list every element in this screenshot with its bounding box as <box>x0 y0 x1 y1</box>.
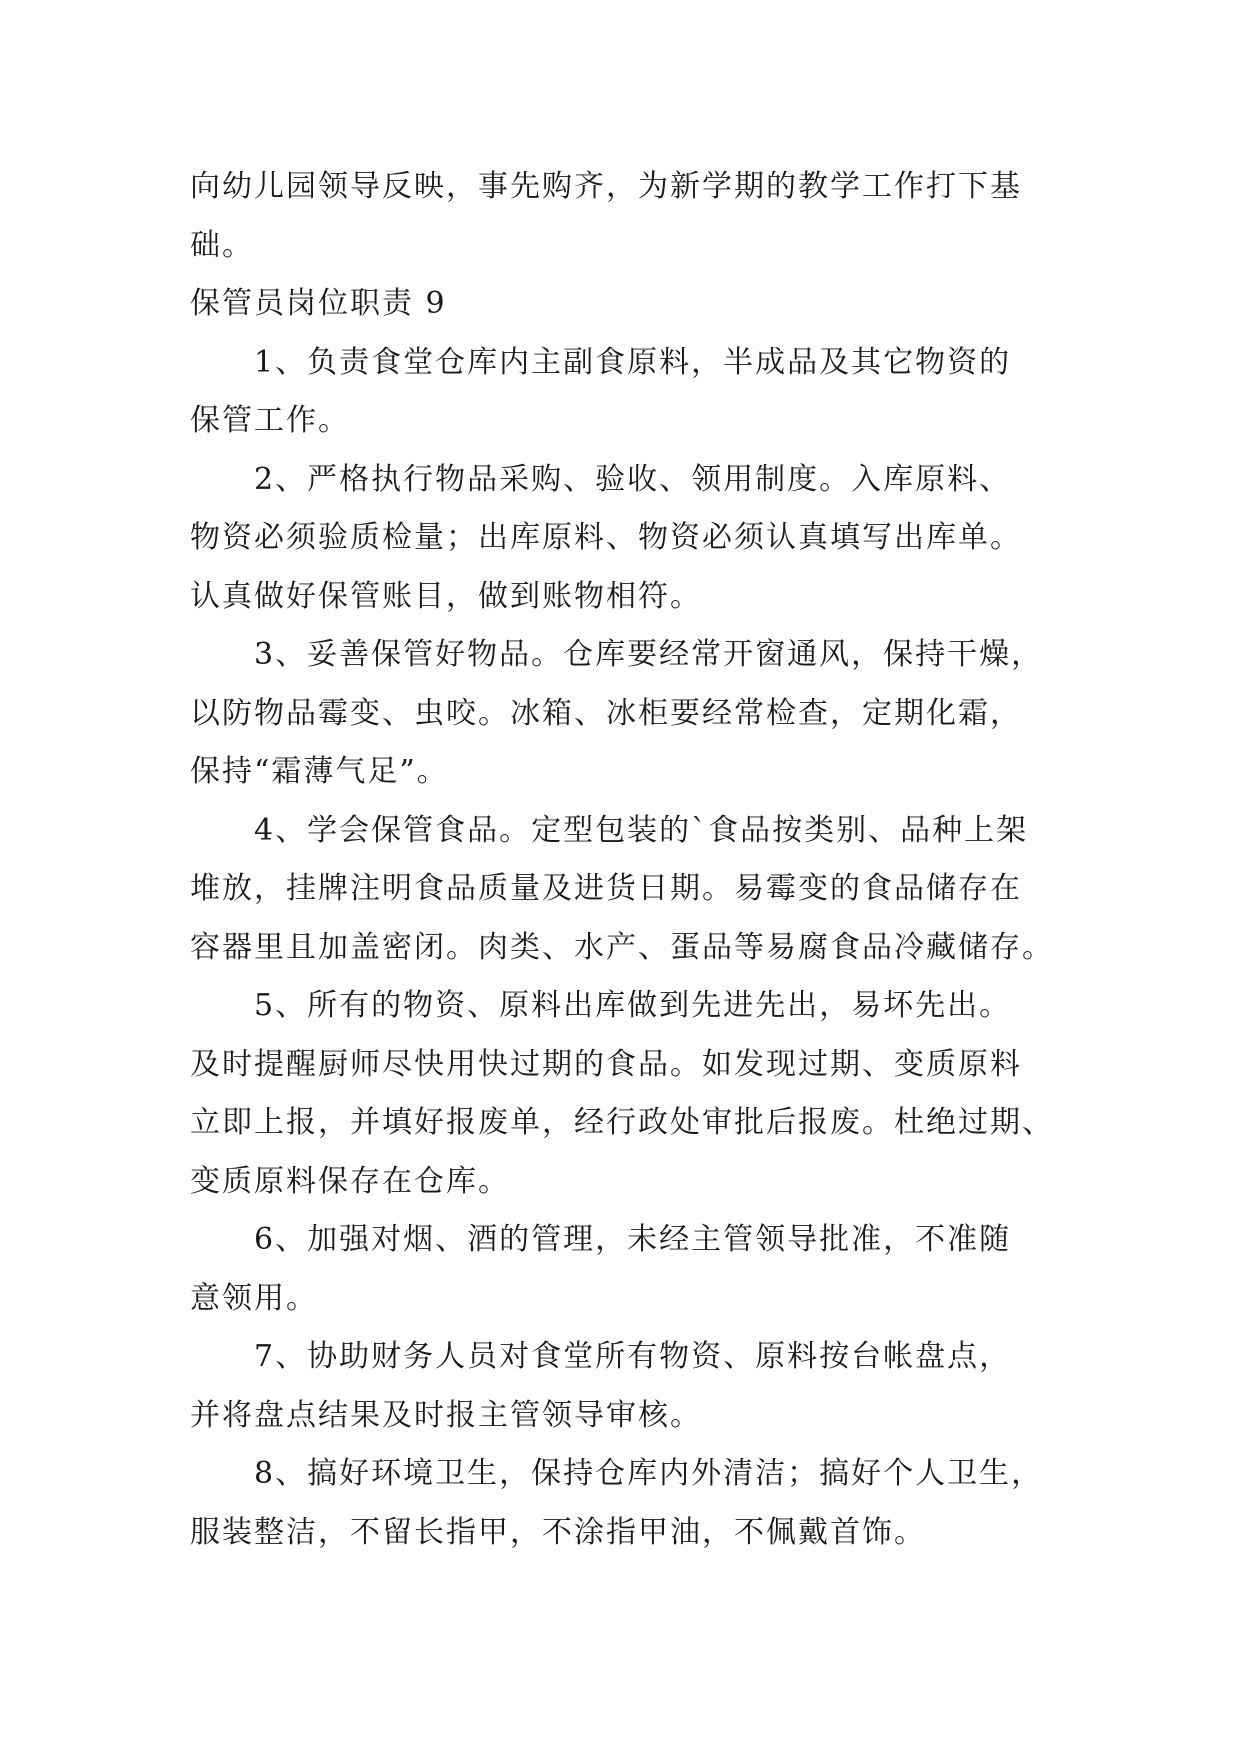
text-line: 8、搞好环境卫生，保持仓库内外清洁；搞好个人卫生， <box>254 1456 1044 1491</box>
document-body <box>190 158 1055 1562</box>
text-line: 向幼儿园领导反映，事先购齐，为新学期的教学工作打下基 <box>190 169 1022 204</box>
text-line: 1、负责食堂仓库内主副食原料，半成品及其它物资的 <box>254 344 1012 380</box>
text-line: 础。 <box>190 227 254 263</box>
text-line: 服装整洁，不留长指甲，不涂指甲油，不佩戴首饰。 <box>190 1514 926 1550</box>
text-line: 以防物品霉变、虫咬。冰箱、冰柜要经常检查，定期化霜， <box>190 695 1022 731</box>
text-line: 容器里且加盖密闭。肉类、水产、蛋品等易腐食品冷藏储存。 <box>190 929 1054 965</box>
text-line: 保管工作。 <box>190 403 350 438</box>
text-line: 堆放，挂牌注明食品质量及进货日期。易霉变的食品储存在 <box>190 871 1022 906</box>
text-line: 意领用。 <box>190 1280 318 1316</box>
text-line: 物资必须验质检量；出库原料、物资必须认真填写出库单。 <box>190 520 1022 555</box>
text-line: 2、严格执行物品采购、验收、领用制度。入库原料、 <box>254 461 1012 497</box>
text-line: 及时提醒厨师尽快用快过期的食品。如发现过期、变质原料 <box>190 1046 1022 1082</box>
text-line: 并将盘点结果及时报主管领导审核。 <box>190 1397 702 1433</box>
text-line: 认真做好保管账目，做到账物相符。 <box>190 578 702 614</box>
text-line: 立即上报，并填好报废单，经行政处审批后报废。杜绝过期、 <box>190 1105 1054 1140</box>
text-line: 7、协助财务人员对食堂所有物资、原料按台帐盘点， <box>254 1339 1012 1374</box>
section-heading: 保管员岗位职责 9 <box>190 286 447 321</box>
text-line: 4、学会保管食品。定型包装的`食品按类别、品种上架 <box>254 812 1029 848</box>
text-line: 变质原料保存在仓库。 <box>190 1163 510 1199</box>
text-line: 3、妥善保管好物品。仓库要经常开窗通风，保持干燥， <box>254 637 1044 672</box>
text-line: 5、所有的物资、原料出库做到先进先出，易坏先出。 <box>254 988 1012 1023</box>
text-line: 保持“霜薄气足”。 <box>190 754 449 789</box>
text-line: 6、加强对烟、酒的管理，未经主管领导批准，不准随 <box>254 1222 1012 1257</box>
